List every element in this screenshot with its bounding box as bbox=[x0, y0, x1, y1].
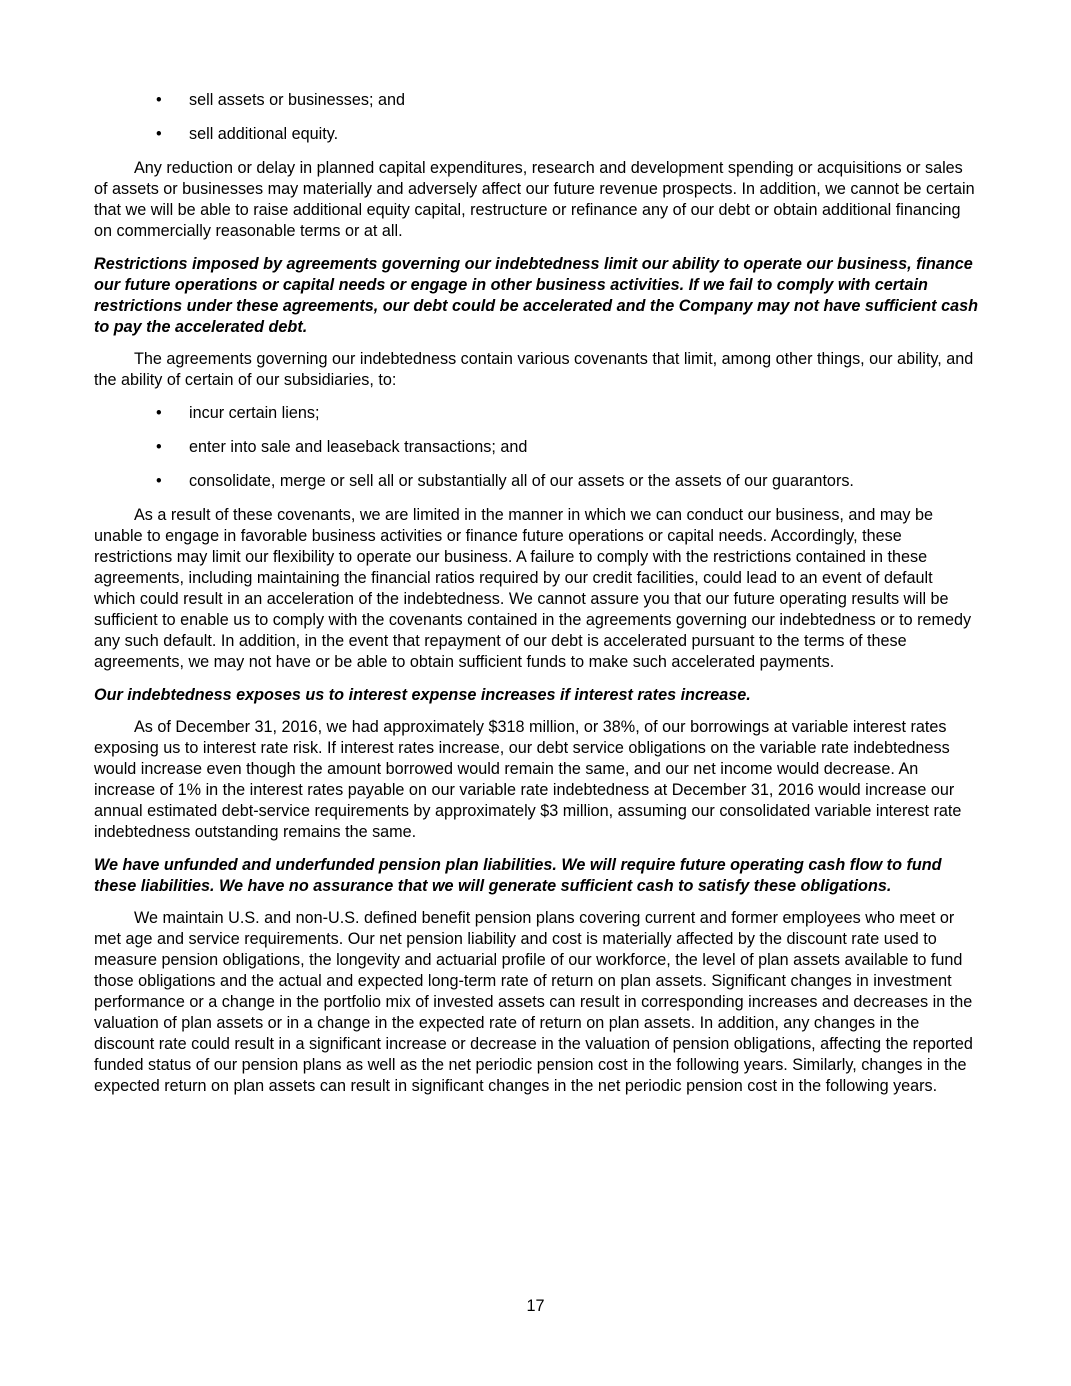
list-item bbox=[94, 90, 978, 111]
section-heading-interest-expense: Our indebtedness exposes us to interest expense increases if interest rates increase. bbox=[94, 686, 751, 704]
list-item-text: enter into sale and leaseback transactions; and bbox=[189, 438, 528, 456]
list-item-text: consolidate, merge or sell all or substantially all of our assets or the assets of our guarantors. bbox=[189, 472, 854, 490]
paragraph-interest-rate-risk: As of December 31, 2016, we had approximately $318 million, or 38%, of our borrowings at variable interest rates exposing us to interest rate risk. If interest rates increase, our debt service obligations on the variable rate indebtedness would increase even though the amount borrowed would remain the same, and our net income would decrease. An increase of 1% in the interest rates payable on our variable rate indebtedness at December 31, 2016 would increase our annual estimated debt-service requirements by approximately $3 million, assuming our consolidated variable interest rate indebtedness outstanding remains the same. bbox=[94, 718, 962, 841]
bullet-icon: • bbox=[156, 438, 162, 456]
bullet-icon: • bbox=[156, 91, 162, 109]
list-item-text: sell assets or businesses; and bbox=[189, 91, 405, 109]
list-item bbox=[94, 437, 978, 458]
list-item-text: sell additional equity. bbox=[189, 125, 339, 143]
section-heading-restrictions: Restrictions imposed by agreements governing our indebtedness limit our ability to operate our business, finance our future operations or capital needs or engage in other business activities. If we fail to comply with certain restrictions under these agreements, our debt could be accelerated and the Company may not have sufficient cash to pay the accelerated debt. bbox=[94, 255, 978, 336]
section-heading-pension: We have unfunded and underfunded pension plan liabilities. We will require future operating cash flow to fund these liabilities. We have no assurance that we will generate sufficient cash to satisfy these obligations. bbox=[94, 856, 942, 895]
bullet-icon: • bbox=[156, 472, 162, 490]
bullet-list-remedies bbox=[94, 90, 978, 145]
list-item bbox=[94, 471, 978, 492]
list-item bbox=[94, 403, 978, 424]
bullet-icon: • bbox=[156, 125, 162, 143]
paragraph-capital-expenditures: Any reduction or delay in planned capital expenditures, research and development spending or acquisitions or sales of assets or businesses may materially and adversely affect our future revenue prospects. In addition, we cannot be certain that we will be able to raise additional equity capital, restructure or refinance any of our debt or obtain additional financing on commercially reasonable terms or at all. bbox=[94, 159, 975, 240]
paragraph-covenant-consequences: As a result of these covenants, we are limited in the manner in which we can conduct our business, and may be unable to engage in favorable business activities or finance future operations or capital needs. Accordingly, these restrictions may limit our flexibility to operate our business. A failure to comply with the restrictions contained in these agreements, including maintaining the financial ratios required by our credit facilities, could lead to an event of default which could result in an acceleration of the indebtedness. We cannot assure you that our future operating results will be sufficient to enable us to comply with the covenants contained in the agreements governing our indebtedness or to remedy any such default. In addition, in the event that repayment of our debt is accelerated pursuant to the terms of these agreements, we may not have or be able to obtain sufficient funds to make such accelerated payments. bbox=[94, 506, 972, 671]
list-item-text: incur certain liens; bbox=[189, 404, 320, 422]
page-number: 17 bbox=[526, 1297, 545, 1315]
bullet-icon: • bbox=[156, 404, 162, 422]
bullet-list-covenants bbox=[94, 403, 978, 492]
list-item bbox=[94, 124, 978, 145]
paragraph-pension-plans: We maintain U.S. and non-U.S. defined benefit pension plans covering current and former employees who meet or met age and service requirements. Our net pension liability and cost is materially affected by the discount rate used to measure pension obligations, the longevity and actuarial profile of our workforce, the level of plan assets available to fund those obligations and the actual and expected long-term rate of return on plan assets. Significant changes in investment performance or a change in the portfolio mix of invested assets can result in corresponding increases and decreases in the valuation of plan assets or in a change in the expected rate of return on plan assets. In addition, any changes in the discount rate could result in a significant increase or decrease in the valuation of pension obligations, affecting the reported funded status of our pension plans as well as the net periodic pension cost in the following years. Similarly, changes in the expected return on plan assets can result in significant changes in the net periodic pension cost in the following years. bbox=[94, 909, 973, 1095]
paragraph-covenants-intro: The agreements governing our indebtedness contain various covenants that limit, among other things, our ability, and the ability of certain of our subsidiaries, to: bbox=[94, 350, 974, 389]
document-page bbox=[94, 90, 978, 1109]
